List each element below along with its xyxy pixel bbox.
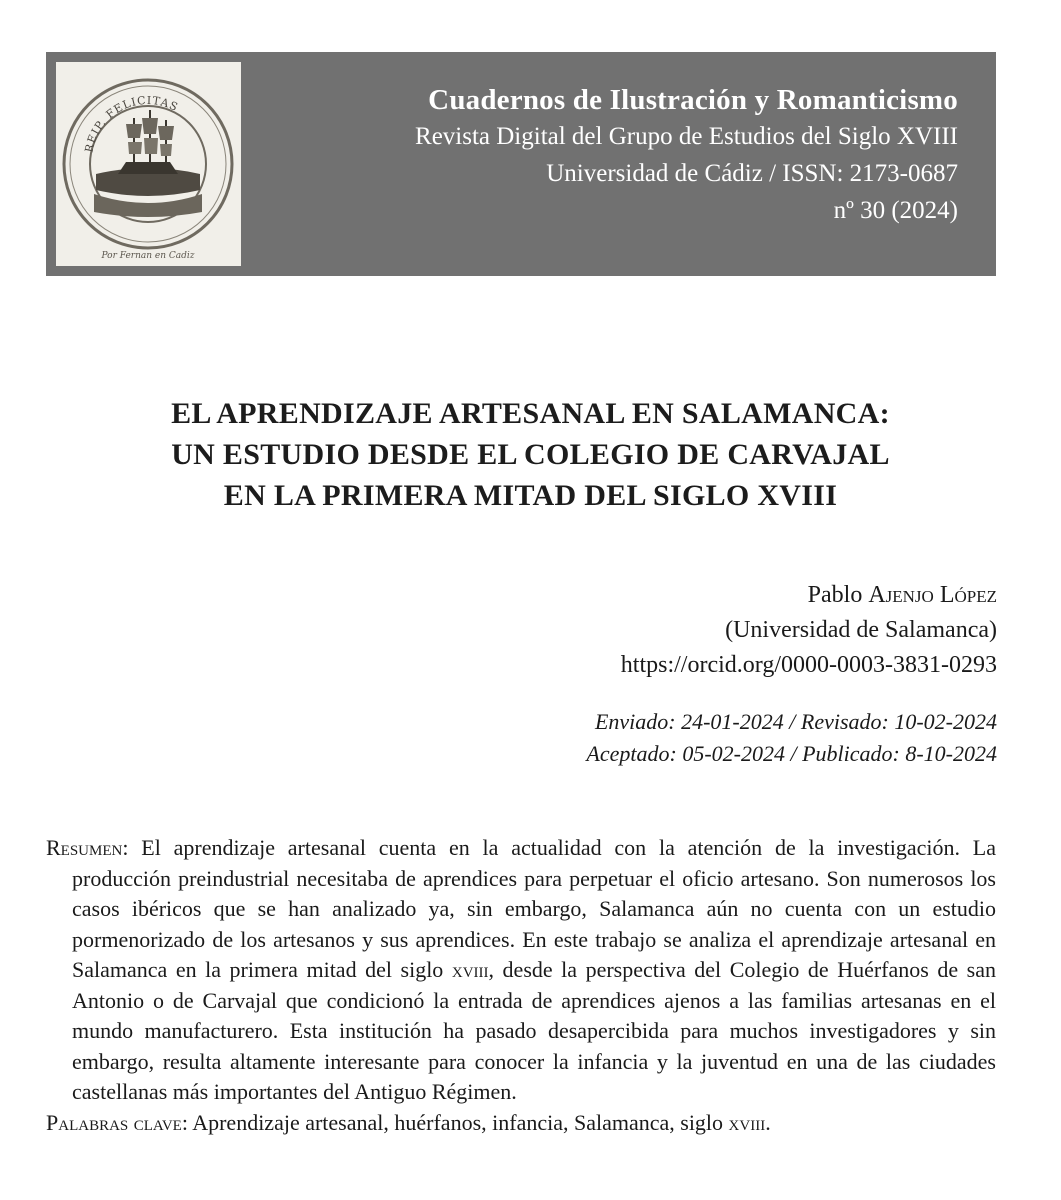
author-surname: Ajenjo López [868,582,997,608]
paper-title-line: EN LA PRIMERA MITAD DEL SIGLO XVIII [223,479,838,512]
paper-title-line: UN ESTUDIO DESDE EL COLEGIO DE CARVAJAL [171,438,890,471]
author-affiliation: (Universidad de Salamanca) [725,617,997,643]
abstract-text: , desde la perspectiva del Colegio de Huérfanos de san Antonio o de Carvajal que condicionó la entrada de aprendices ajenos a las familias artesanas en el mundo manufacturero. Esta institución ha pasado desapercibida para muchos investigadores y sin embargo, resulta altamente interesante para conocer la infancia y la juventud en una de las ciudades castellanas más importantes del Antiguo Régimen. [72,957,996,1104]
seal-signature: Por Fernan en Cadiz [101,251,195,261]
paper-title-line: EL APRENDIZAJE ARTESANAL EN SALAMANCA: [171,397,890,430]
abstract-paragraph: Resumen: El aprendizaje artesanal cuenta en la actualidad con la atención de la investigación. La producción preindustrial necesitaba de aprendices para perpetuar el oficio artesano. Son numerosos los casos ibéricos que se han analizado ya, sin embargo, Salamanca aún no cuenta con un estudio pormenorizado de los artesanos y sus aprendices. En este trabajo se analiza el aprendizaje artesanal en Salamanca en la primera mitad del siglo xviii, desde la perspectiva del Colegio de Huérfanos de san Antonio o de Carvajal que condicionó la entrada de aprendices ajenos a las familias artesanas en el mundo manufacturero. Esta institución ha pasado desapercibida para muchos investigadores y sin embargo, resulta altamente interesante para conocer la infancia y la juventud en una de las ciudades castellanas más importantes del Antiguo Régimen. [46,835,996,1104]
abstract-label: Resumen [46,835,123,860]
journal-issue: nº 30 (2024) [833,197,958,224]
journal-subtitle: Revista Digital del Grupo de Estudios del Siglo XVIII [415,123,958,150]
author-name [621,578,997,613]
journal-seal [56,62,241,266]
journal-title: Cuadernos de Ilustración y Romanticismo [428,84,958,116]
abstract-text: El aprendizaje artesanal cuenta en la actualidad con la atención de la investigación. La producción preindustrial necesitaba de aprendices para perpetuar el oficio artesano. Son numerosos los casos ibéricos que se han analizado ya, sin embargo, Salamanca aún no cuenta con un estudio pormenorizado de los artesanos y sus aprendices. En este trabajo se analiza el aprendizaje artesanal en Salamanca en la primera mitad del siglo [72,835,996,982]
keywords-paragraph: Palabras clave: Aprendizaje artesanal, huérfanos, infancia, Salamanca, siglo xviii. [46,1109,771,1135]
abstract-section [46,833,996,1138]
keywords-label: Palabras clave [46,1109,182,1135]
author-orcid-link[interactable]: https://orcid.org/0000-0003-3831-0293 [620,652,997,678]
journal-info [415,82,958,229]
submission-dates [586,706,997,770]
journal-header [46,52,996,276]
seal-illustration [56,62,241,266]
paper-title [0,393,1061,516]
journal-institution-issn: Universidad de Cádiz / ISSN: 2173-0687 [546,160,958,187]
dates-line: Enviado: 24-01-2024 / Revisado: 10-02-2024 [594,709,997,734]
author-first-name: Pablo [807,582,863,608]
keywords-end: . [765,1109,771,1135]
keywords-century: xviii [728,1109,766,1135]
seal-inscription: REIP. FELICITAS [82,93,181,154]
keywords-text: Aprendizaje artesanal, huérfanos, infancia, Salamanca, siglo [192,1109,724,1135]
author-block [621,578,997,683]
abstract-century: xviii [451,957,489,982]
dates-line: Aceptado: 05-02-2024 / Publicado: 8-10-2024 [586,741,997,766]
